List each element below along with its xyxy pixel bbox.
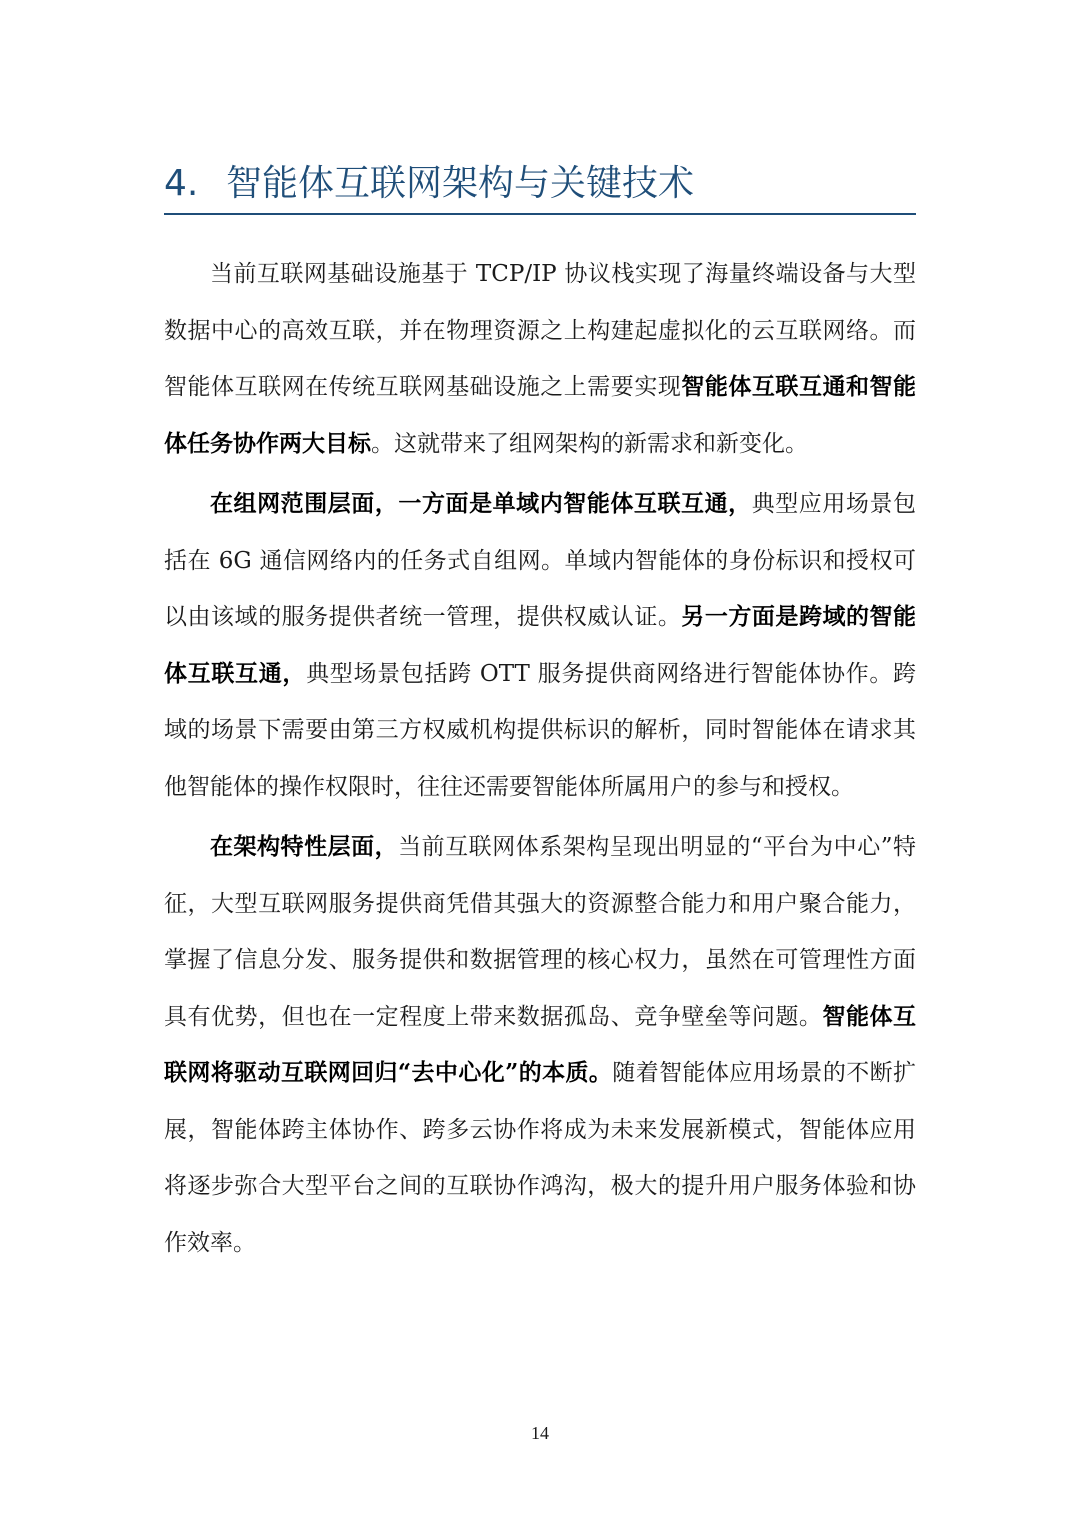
bold-text-run: 在组网范围层面，一方面是单域内智能体互联互通， [210, 490, 752, 517]
bold-text-run: 另一方面是跨域的智能体互联互通， [164, 603, 917, 687]
bold-text-run: 智能体互联网将驱动互联网回归“去中心化”的本质。 [164, 1002, 917, 1086]
section-heading [164, 158, 916, 210]
text-run: 。这就带来了组网架构的新需求和新变化。 [371, 430, 808, 457]
page-number: 14 [531, 1423, 549, 1443]
paragraph-intro [164, 246, 916, 472]
section-number: 4. [164, 163, 199, 204]
text-run: 随着智能体应用场景的不断扩展，智能体跨主体协作、跨多云协作将成为未来发展新模式，智能体应用将逐步弥合大型平台之间的互联协作鸿沟，极大的提升用户服务体验和协作效率。 [164, 1060, 916, 1256]
text-run: 当前互联网基础设施基于 TCP/IP 协议栈实现了海量终端设备与大型数据中心的高效互联，并在物理资源之上构建起虚拟化的云互联网络。而智能体互联网在传统互联网基础设施之上需要实现 [164, 261, 916, 400]
heading-underline [164, 213, 916, 215]
bold-text-run: 在架构特性层面， [210, 833, 399, 860]
text-run: 当前互联网体系架构呈现出明显的“平台为中心”特征，大型互联网服务提供商凭借其强大的资源整合能力和用户聚合能力，掌握了信息分发、服务提供和数据管理的核心权力，虽然在可管理性方面具有优势，但也在一定程度上带来数据孤岛、竞争壁垒等问题。 [164, 834, 916, 1030]
section-title: 智能体互联网架构与关键技术 [226, 163, 695, 204]
bold-text-run: 智能体互联互通和智能体任务协作两大目标 [164, 373, 917, 457]
body-text [164, 246, 916, 1271]
paragraph-networking-scope [164, 476, 916, 815]
paragraph-architecture [164, 819, 916, 1271]
text-run: 典型应用场景包括在 6G 通信网络内的任务式自组网。单域内智能体的身份标识和授权可以由该域的服务提供者统一管理，提供权威认证。 [164, 491, 917, 630]
text-run: 典型场景包括跨 OTT 服务提供商网络进行智能体协作。跨域的场景下需要由第三方权威机构提供标识的解析，同时智能体在请求其他智能体的操作权限时，往往还需要智能体所属用户的参与和授权。 [164, 660, 917, 800]
